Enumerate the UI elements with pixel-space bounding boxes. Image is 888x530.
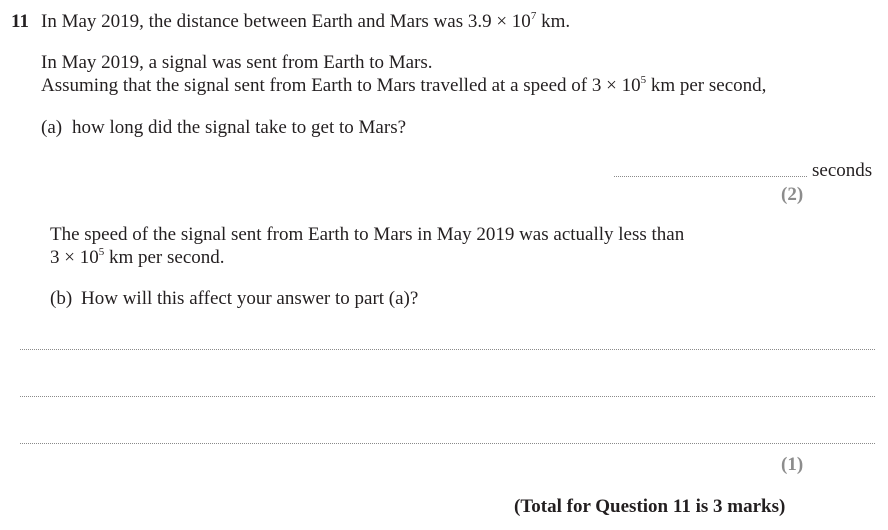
question-intro xyxy=(41,12,570,31)
question-total: (Total for Question 11 is 3 marks) xyxy=(514,496,786,517)
part-b-question: How will this affect your answer to part (a)? xyxy=(81,288,419,309)
context-b-exponent: 5 xyxy=(98,246,105,258)
part-a-answer-line[interactable] xyxy=(614,176,807,177)
part-b-label: (b) xyxy=(50,288,73,309)
assumption-exponent: 5 xyxy=(640,74,647,86)
part-b-answer-line-3[interactable] xyxy=(20,443,875,444)
context-b-speed: 3 × 10 xyxy=(50,247,99,268)
assumption-text xyxy=(41,76,766,95)
assumption-main: Assuming that the signal sent from Earth to Mars travelled at a speed of 3 × 10 xyxy=(41,75,641,96)
part-b-answer-line-1[interactable] xyxy=(20,349,875,350)
context-b-line1: The speed of the signal sent from Earth to Mars in May 2019 was actually less than xyxy=(50,224,685,245)
part-a-question: how long did the signal take to get to Mars? xyxy=(72,117,407,138)
context-b-unit: km per second. xyxy=(104,247,225,268)
intro-exponent: 7 xyxy=(530,10,537,22)
part-b-answer-line-2[interactable] xyxy=(20,396,875,397)
context-b-line2 xyxy=(50,248,225,267)
part-b-marks: (1) xyxy=(781,454,804,475)
signal-sent-text: In May 2019, a signal was sent from Earth to Mars. xyxy=(41,52,433,73)
question-number: 11 xyxy=(11,11,29,32)
assumption-tail: km per second, xyxy=(646,75,767,96)
part-a-marks: (2) xyxy=(781,184,804,205)
part-a-label: (a) xyxy=(41,117,63,138)
answer-unit-seconds: seconds xyxy=(812,160,873,181)
intro-unit: km. xyxy=(536,11,571,32)
intro-text: In May 2019, the distance between Earth and Mars was 3.9 × 10 xyxy=(41,11,531,32)
